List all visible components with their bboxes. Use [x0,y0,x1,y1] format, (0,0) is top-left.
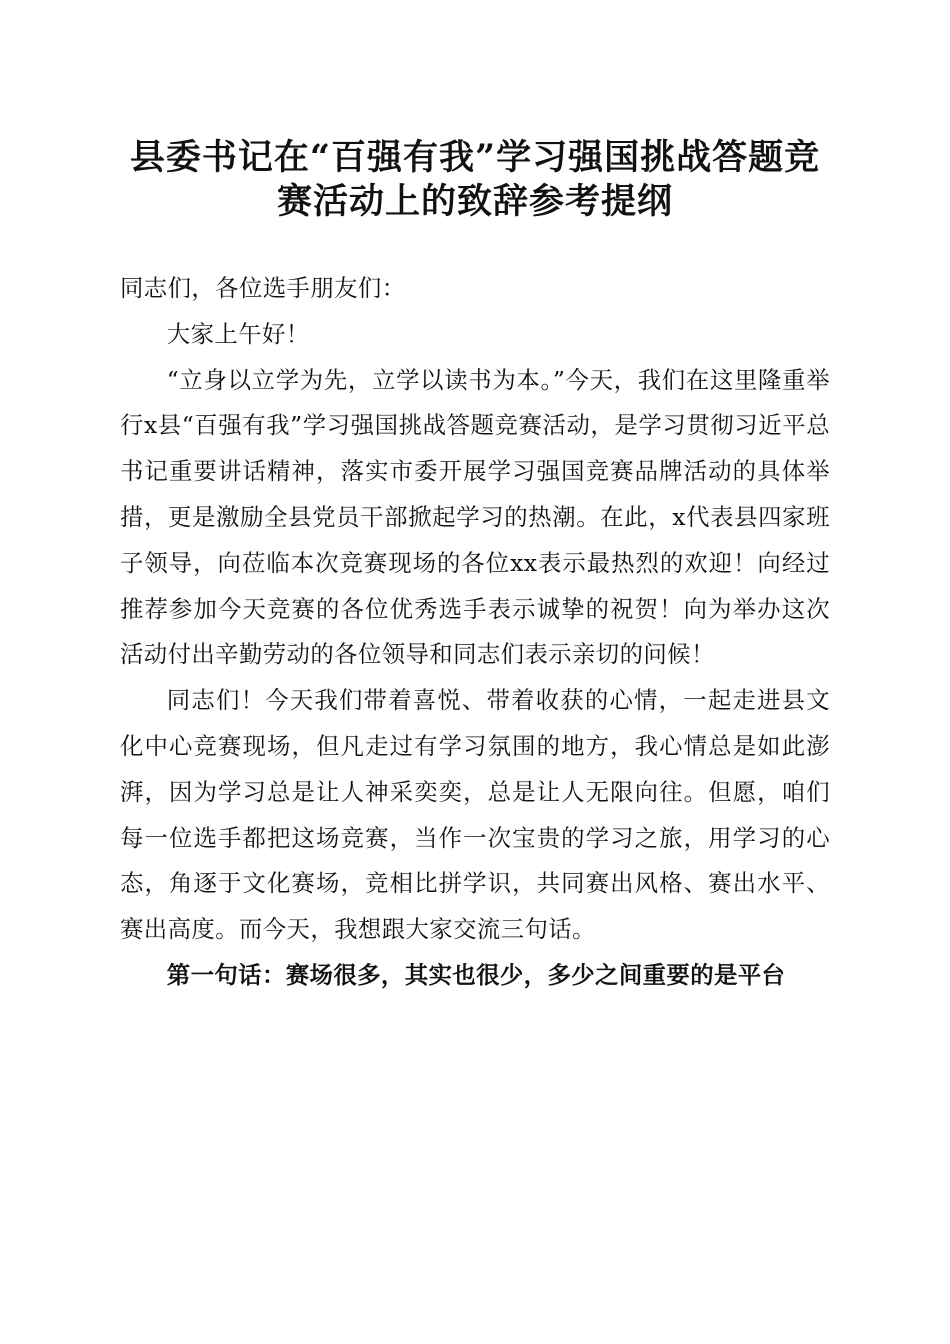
document-body [120,266,830,999]
title-line-2: 赛活动上的致辞参考提纲 [276,181,673,222]
paragraph-2: 同志们！今天我们带着喜悦、带着收获的心情，一起走进县文化中心竞赛现场，但凡走过有学习氛围的地方，我心情总是如此澎湃，因为学习总是让人神采奕奕，总是让人无限向往。但愿，咱们每一位选手都把这场竞赛，当作一次宝贵的学习之旅，用学习的心态，角逐于文化赛场，竞相比拼学识，共同赛出风格、赛出水平、赛出高度。而今天，我想跟大家交流三句话。 [120,686,830,944]
section-1-heading: 第一句话：赛场很多，其实也很少，多少之间重要的是平台 [166,960,786,989]
paragraph-1: “立身以立学为先，立学以读书为本。”今天，我们在这里隆重举行x县“百强有我”学习强国挑战答题竞赛活动，是学习贯彻习近平总书记重要讲话精神，落实市委开展学习强国竞赛品牌活动的具体举措，更是激励全县党员干部掀起学习的热潮。在此，x代表县四家班子领导，向莅临本次竞赛现场的各位xx表示最热烈的欢迎！向经过推荐参加今天竞赛的各位优秀选手表示诚挚的祝贺！向为举办这次活动付出辛勤劳动的各位领导和同志们表示亲切的问候！ [120,365,830,669]
greeting: 大家上午好！ [166,319,310,348]
salutation: 同志们，各位选手朋友们： [120,274,406,302]
document-title [100,136,850,224]
title-line-1: 县委书记在“百强有我”学习强国挑战答题竞 [129,137,821,178]
